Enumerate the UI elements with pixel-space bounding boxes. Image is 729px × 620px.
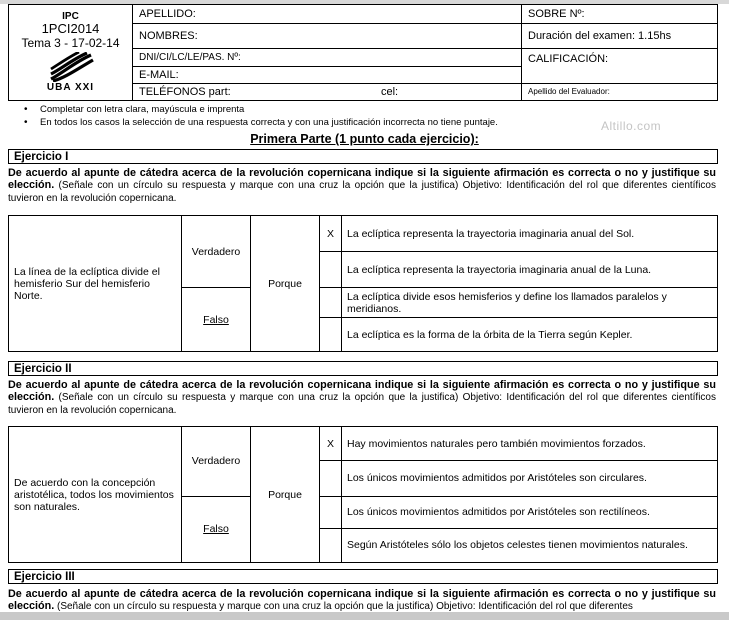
logo-line-uba: UBA XXI	[46, 82, 95, 93]
justification-option: Los únicos movimientos admitidos por Aristóteles son circulares.	[342, 461, 718, 496]
exercise-2-table	[8, 426, 718, 563]
justification-option: La eclíptica representa la trayectoria imaginaria anual de la Luna.	[342, 252, 718, 288]
intro-rest: (Señale con un círculo su respuesta y marque con una cruz la opción que la justifica) Objetivo: Identificación del rol que diferentes científicos tuvieron en la revolución copernicana.	[8, 392, 716, 416]
telefonos-field[interactable]: TELÉFONOS part:	[133, 83, 376, 100]
exercise-1-title: Ejercicio I	[8, 149, 718, 164]
instruction-item: • Completar con letra clara, mayúscula e imprenta	[40, 104, 244, 115]
mark-cell-selected[interactable]: X	[320, 216, 342, 252]
intro-rest: (Señale con un círculo su respuesta y marque con una cruz la opción que la justifica) Objetivo: Identificación del rol que diferentes	[54, 601, 633, 612]
apellido-field[interactable]: APELLIDO:	[133, 5, 522, 24]
mark-cell[interactable]	[320, 496, 342, 528]
intro-bold: De acuerdo al apunte de cátedra acerca de la revolución copernicana indique si la siguiente afirmación es correcta o no y justifique su elección.	[8, 588, 716, 612]
mark-cell[interactable]	[320, 461, 342, 496]
intro-rest: (Señale con un círculo su respuesta y marque con una cruz la opción que la justifica) Objetivo: Identificación del rol que diferentes científicos tuvieron en la revolución copernicana.	[8, 180, 716, 204]
logo-line-code: 1PCI2014	[41, 21, 100, 36]
exercise-1-statement: La línea de la eclíptica divide el hemisferio Sur del hemisferio Norte.	[9, 216, 182, 352]
nombres-field[interactable]: NOMBRES:	[133, 24, 522, 49]
bottom-edge	[0, 612, 729, 620]
porque-label: Porque	[251, 216, 320, 352]
exam-header-table	[8, 4, 718, 101]
porque-label: Porque	[251, 427, 320, 563]
cel-field[interactable]: cel:	[375, 83, 522, 100]
exercise-2-title: Ejercicio II	[8, 361, 718, 376]
watermark: Altillo.com	[601, 119, 662, 133]
sobre-field[interactable]: SOBRE Nº:	[522, 5, 718, 24]
mark-cell[interactable]	[320, 288, 342, 318]
part-title: Primera Parte (1 punto cada ejercicio):	[250, 132, 479, 146]
dni-field[interactable]: DNI/CI/LC/LE/PAS. Nº:	[133, 49, 522, 66]
exercise-3-instructions	[8, 588, 716, 612]
falso-option[interactable]: Falso	[182, 496, 251, 563]
email-field[interactable]: E-MAIL:	[133, 66, 522, 83]
logo-cell	[9, 5, 133, 101]
logo-line-tema: Tema 3 - 17-02-14	[21, 36, 120, 50]
justification-option: Hay movimientos naturales pero también movimientos forzados.	[342, 427, 718, 461]
justification-option: La eclíptica es la forma de la órbita de la Tierra según Kepler.	[342, 318, 718, 352]
verdadero-option[interactable]: Verdadero	[182, 216, 251, 288]
intro-bold: De acuerdo al apunte de cátedra acerca de la revolución copernicana indique si la siguiente afirmación es correcta o no y justifique su elección.	[8, 167, 716, 191]
exercise-2-statement: De acuerdo con la concepción aristotélica, todos los movimientos son naturales.	[9, 427, 182, 563]
exercise-2-instructions	[8, 379, 716, 417]
exercise-1-table	[8, 215, 718, 352]
falso-option[interactable]: Falso	[182, 288, 251, 352]
mark-cell[interactable]	[320, 318, 342, 352]
duracion-label: Duración del examen: 1.15hs	[522, 24, 718, 49]
logo-line-ipc: IPC	[62, 11, 79, 22]
justification-option: La eclíptica divide esos hemisferios y define los llamados paralelos y meridianos.	[342, 288, 718, 318]
uba-logo-icon	[47, 52, 95, 82]
evaluador-field: Apellido del Evaluador:	[522, 83, 718, 100]
intro-bold: De acuerdo al apunte de cátedra acerca de la revolución copernicana indique si la siguiente afirmación es correcta o no y justifique su elección.	[8, 379, 716, 403]
exercise-1-instructions	[8, 167, 716, 205]
exercise-3-title: Ejercicio III	[8, 569, 718, 584]
justification-option: La eclíptica representa la trayectoria imaginaria anual del Sol.	[342, 216, 718, 252]
instruction-item: • En todos los casos la selección de una respuesta correcta y con una justificación incorrecta no tiene puntaje.	[40, 117, 498, 128]
calificacion-field: CALIFICACIÓN:	[522, 49, 718, 83]
verdadero-option[interactable]: Verdadero	[182, 427, 251, 497]
mark-cell[interactable]	[320, 252, 342, 288]
mark-cell[interactable]	[320, 528, 342, 562]
justification-option: Los únicos movimientos admitidos por Aristóteles son rectilíneos.	[342, 496, 718, 528]
mark-cell-selected[interactable]: X	[320, 427, 342, 461]
justification-option: Según Aristóteles sólo los objetos celestes tienen movimientos naturales.	[342, 528, 718, 562]
